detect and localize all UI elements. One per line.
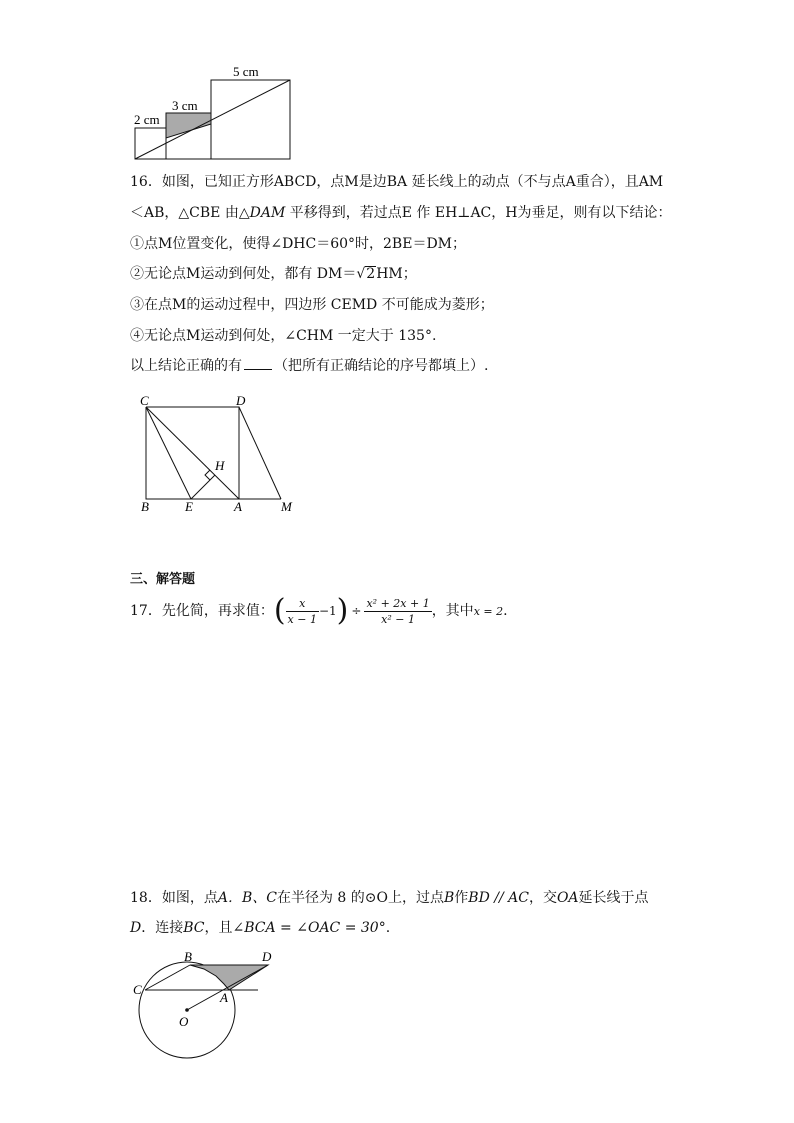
q18-ray-oa: OA — [556, 890, 579, 906]
section-title: 三、解答题 — [130, 572, 196, 587]
label-o: O — [179, 1014, 189, 1029]
label-2cm: 2 cm — [134, 112, 160, 127]
q16-line1: 16．如图，已知正方形ABCD，点M是边BA 延长线上的动点（不与点A重合），且AM — [130, 174, 664, 190]
q16-dam: DAM — [249, 205, 286, 221]
minus-one: −1 — [318, 604, 337, 618]
right-angle-mark — [205, 470, 210, 480]
fraction-1-denominator: x − 1 — [287, 612, 317, 626]
q16-opt2-a: ②无论点M运动到何处，都有 DM＝ — [130, 266, 357, 282]
label-d: D — [262, 949, 272, 964]
fraction-2-denominator: x² − 1 — [381, 612, 415, 626]
q18-text-a: 18．如图，点 — [130, 890, 218, 906]
label-a: A — [220, 990, 228, 1005]
segment-dm — [239, 407, 281, 499]
q16-opt2-b: HM； — [376, 266, 417, 282]
q17-lead: 17．先化简，再求值： — [130, 603, 274, 619]
q18-text-i: . — [385, 920, 391, 936]
q18-text-g: ．连接 — [141, 920, 184, 936]
fraction-2 — [364, 596, 431, 627]
q18-text-c: 上，过点 — [387, 890, 444, 906]
label-c: C — [140, 393, 149, 408]
q16-prompt — [130, 356, 488, 376]
q17-tail-b: . — [503, 603, 508, 619]
label-a: A — [234, 499, 242, 514]
q16-prompt-b: （把所有正确结论的序号都填上）. — [274, 358, 489, 374]
q18-text-d: 作 — [454, 890, 469, 906]
q17-condition: x = 2 — [473, 605, 504, 618]
q18-text-b: 在半径为 8 的 — [276, 890, 365, 906]
fraction-2-numerator: x² + 2x + 1 — [366, 596, 430, 610]
q16-line2-b: 平移得到，若过点E 作 EH⊥AC，H为垂足，则有以下结论： — [285, 205, 672, 221]
label-m: M — [281, 499, 292, 514]
label-d: D — [236, 393, 246, 408]
q18-parallel: BD // AC — [468, 890, 529, 906]
divide-sign: ÷ — [351, 604, 362, 618]
rect-2cm — [135, 128, 166, 159]
rect-5cm — [211, 80, 290, 159]
q18-point-d: D — [130, 920, 142, 936]
q18-text-f: 延长线于点 — [578, 890, 649, 906]
q18-text-h: ，且 — [204, 920, 233, 936]
q18-line1 — [130, 888, 649, 908]
segment-eh — [191, 475, 215, 499]
q18-text-e: ，交 — [528, 890, 557, 906]
q16-option-4: ④无论点M运动到何处，∠CHM 一定大于 135°. — [130, 328, 437, 344]
figure-square-abcd — [130, 390, 310, 520]
label-e: E — [185, 499, 193, 514]
label-b: B — [141, 499, 149, 514]
sqrt-symbol: √ — [356, 266, 366, 282]
q16-option-1: ①点M位置变化，使得∠DHC＝60°时，2BE＝DM； — [130, 236, 466, 252]
q17 — [130, 594, 508, 629]
q16-line2 — [130, 203, 671, 223]
q16-option-3: ③在点M的运动过程中，四边形 CEMD 不可能成为菱形； — [130, 297, 494, 313]
figure-rectangles — [125, 58, 305, 164]
label-h: H — [215, 458, 225, 473]
left-paren: ( — [273, 593, 286, 628]
q18-angle-relation: ∠BCA = ∠OAC = 30° — [232, 920, 386, 936]
q18-segment-bc: BC — [183, 920, 205, 936]
fraction-1 — [286, 596, 319, 627]
label-5cm: 5 cm — [233, 64, 259, 79]
q16-opt2-root: 2 — [366, 266, 376, 282]
q18-line2 — [130, 918, 390, 938]
label-3cm: 3 cm — [172, 98, 198, 113]
right-paren: ) — [336, 593, 349, 628]
label-b: B — [184, 949, 192, 964]
q18-point-b: B — [443, 890, 455, 906]
center-dot — [185, 1008, 189, 1012]
q16-prompt-a: 以上结论正确的有 — [130, 358, 242, 374]
segment-ce — [146, 407, 191, 499]
figure-circle-o — [128, 948, 288, 1066]
answer-blank — [244, 357, 272, 370]
q18-points: A．B、C — [217, 890, 277, 906]
fraction-1-numerator: x — [286, 596, 319, 612]
q18-circle-o: ⊙O — [364, 890, 388, 906]
label-c: C — [133, 982, 142, 997]
q16-line2-a: ＜AB，△CBE 由△ — [130, 205, 250, 221]
q16-option-2 — [130, 264, 417, 284]
q17-tail-a: ，其中 — [431, 603, 474, 619]
diagonal-ca — [146, 407, 239, 499]
shaded-region — [166, 113, 211, 138]
